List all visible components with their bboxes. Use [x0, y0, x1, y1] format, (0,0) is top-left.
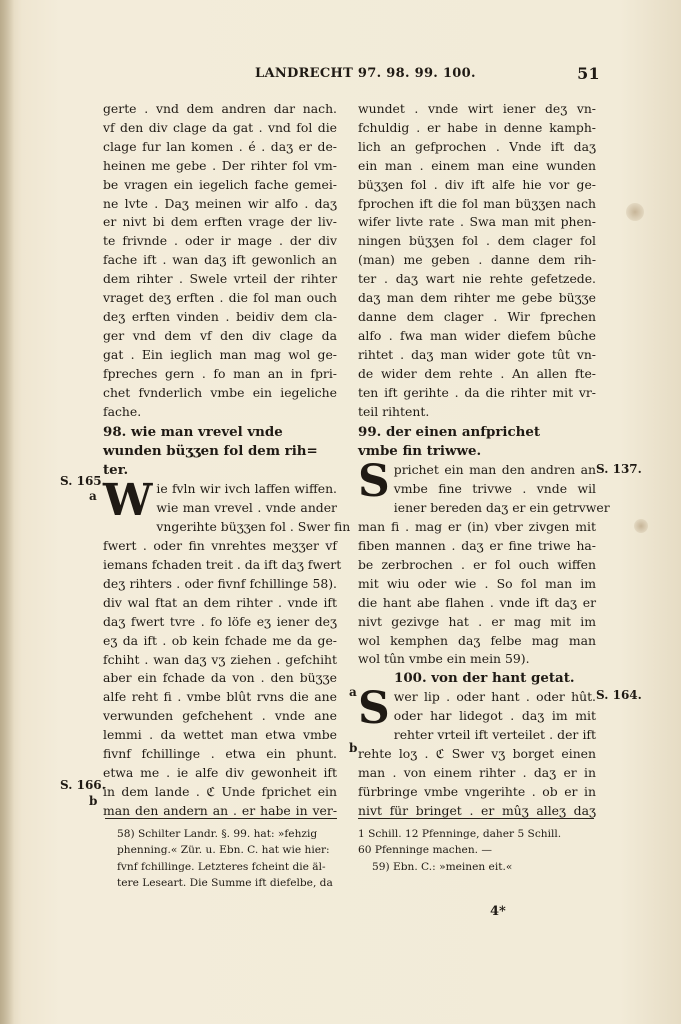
section-98-body	[103, 475, 351, 820]
text-line: fache ift . wan daʒ ift gewonlich an	[103, 252, 337, 268]
text-line: nivt für bringet . er mûʒ alleʒ daʒ	[358, 802, 596, 818]
text-line: fache.	[103, 403, 142, 419]
margin-note-section: S. 164.	[596, 688, 642, 702]
text-line: wie man vrevel . vnde ander	[156, 500, 337, 516]
running-header	[95, 64, 600, 86]
dropcap-initial: S	[358, 683, 390, 735]
dropcap-initial: W	[103, 475, 153, 527]
right-top-paragraph	[358, 100, 596, 421]
text-line: eʒ da ift . ob kein fchade me da ge-	[103, 632, 337, 648]
section-100-lines	[358, 683, 596, 820]
text-line: be zerbrochen . er fol ouch wiffen	[358, 556, 596, 572]
text-line: ne lvte . Daʒ meinen wir alfo . daʒ	[103, 195, 337, 211]
text-line: alfo . fwa man wider diefem bûche	[358, 327, 596, 343]
text-line: fchiht . wan daʒ vʒ ziehen . gefchiht	[103, 651, 337, 667]
margin-note-section: S. 166.	[60, 778, 106, 792]
left-column	[103, 100, 351, 821]
margin-note-mark: b	[349, 741, 358, 755]
header-title: LANDRECHT 97. 98. 99. 100.	[255, 66, 476, 81]
text-line: deʒ erften vinden . beidiv dem cla-	[103, 308, 337, 324]
text-line: ter . daʒ wart nie rehte gefetzede.	[358, 271, 596, 287]
text-line: fürbringe vmbe vngerihte . ob er in	[358, 783, 596, 799]
text-line: vf den div clage da gat . vnd fol die	[103, 119, 337, 135]
section-98	[103, 423, 351, 820]
left-top-paragraph	[103, 100, 337, 421]
footnote-rule	[358, 818, 594, 819]
text-line: oder har lidegot . daʒ im mit	[393, 708, 596, 724]
text-line: er nivt bi dem erften vrage der liv-	[103, 214, 337, 230]
text-line: heinen me gebe . Der rihter fol vm-	[103, 157, 337, 173]
footnote-line: 60 Pfenninge machen. —	[358, 844, 492, 857]
binding-shadow	[0, 0, 14, 1024]
section-100-body	[358, 683, 596, 820]
text-line: fpreches gern . fo man an in fpri-	[103, 365, 337, 381]
section-98-heading-line: ter.	[103, 462, 129, 479]
text-line: fprochen ift die fol man büʒʒen nach	[358, 195, 596, 211]
text-line: ningen büʒʒen fol . dem clager fol	[358, 233, 596, 249]
text-line: büʒʒen fol . div ift alfe hie vor ge-	[358, 176, 596, 192]
footnote-line: phenning.« Zür. u. Ebn. C. hat wie hier:	[117, 844, 330, 857]
footnotes-left	[117, 826, 339, 892]
text-line: ein man . einem man eine wunden	[358, 157, 596, 173]
margin-note-mark: b	[89, 794, 98, 808]
text-line: wol tûn vmbe ein mein 59).	[358, 651, 530, 667]
text-line: man den andern an . er habe in ver-	[103, 802, 337, 818]
dropcap-initial: S	[358, 456, 390, 508]
text-line: daʒ fwert tvre . fo löfe eʒ iener deʒ	[103, 613, 337, 629]
text-line: lemmi . da wettet man etwa vmbe	[103, 727, 337, 743]
section-99-heading-line: vmbe fin triwwe.	[358, 443, 482, 460]
text-line: wol kemphen daʒ felbe mag man	[358, 632, 596, 648]
text-line: danne dem clager . Wir fprechen	[358, 308, 596, 324]
section-98-heading-line: 98. wie man vrevel vnde	[103, 424, 283, 441]
text-line: fwert . oder fin vnrehtes meʒʒer vf	[103, 538, 337, 554]
text-line: fivnf fchillinge . etwa ein phunt.	[103, 746, 337, 762]
text-line: clage fur lan komen . é . daʒ er de-	[103, 138, 337, 154]
text-line: aber ein fchade da von . den büʒʒe	[103, 670, 337, 686]
paper-stain	[634, 519, 648, 533]
text-line: ie fvln wir ivch laffen wiffen.	[156, 481, 337, 497]
text-line: ger vnd dem vf den div clage da	[103, 327, 337, 343]
footnote-rule	[105, 818, 337, 819]
text-line: teil rihtent.	[358, 403, 430, 419]
text-line: etwa me . ie alfe div gewonheit ift	[103, 765, 337, 780]
margin-note-mark: a	[89, 489, 97, 503]
footnote-line: tere Leseart. Die Summe ift diefelbe, da	[117, 877, 333, 890]
text-line: gat . Ein ieglich man mag wol ge-	[103, 346, 337, 362]
text-line: deʒ rihters . oder fivnf fchillinge 58).	[103, 575, 337, 591]
paper-stain	[626, 203, 644, 221]
text-line: te frivnde . oder ir mage . der div	[103, 233, 337, 249]
footnote-line: fvnf fchillinge. Letzteres fcheint die äl-	[117, 860, 326, 873]
text-line: (man) me geben . danne dem rih-	[358, 252, 596, 268]
text-line: mit wiu oder wie . So fol man im	[358, 575, 596, 591]
margin-note-section: S. 137.	[596, 462, 642, 476]
text-line: alfe reht fi . vmbe blût rvns die ane	[103, 689, 337, 705]
text-line: de wider dem rehte . An allen fte-	[358, 365, 596, 381]
text-line: vmbe fine trivwe . vnde wil	[393, 481, 596, 497]
text-line: iemans fchaden treit . da ift daʒ fwert	[103, 557, 342, 573]
section-100-heading: 100. von der hant getat.	[394, 670, 575, 687]
text-line: wundet . vnde wirt iener deʒ vn-	[358, 101, 596, 116]
text-line: daʒ man dem rihter me gebe büʒʒe	[358, 290, 596, 306]
margin-note-mark: a	[349, 685, 357, 699]
text-line: fchuldig . er habe in denne kamph-	[358, 119, 596, 135]
section-98-lines	[103, 475, 351, 820]
footnote-line: 58) Schilter Landr. §. 99. hat: »fehzig	[117, 828, 318, 840]
text-line: div wal ftat an dem rihter . vnde ift	[103, 594, 337, 610]
text-line: die hant abe flahen . vnde ift daʒ er	[358, 594, 596, 610]
text-line: rihtet . daʒ man wider gote tût vn-	[358, 346, 596, 362]
text-line: chet fvnderlich vmbe ein iegeliche	[103, 384, 337, 400]
text-line: vraget deʒ erften . die fol man ouch	[103, 290, 337, 306]
text-line: lich an gefprochen . Vnde ift daʒ	[358, 138, 596, 154]
text-line: fiben mannen . daʒ er fine triwe ha-	[358, 538, 596, 554]
section-99-body	[358, 456, 610, 669]
page-number: 51	[577, 64, 600, 83]
text-line: in dem lande . ℭ Unde fprichet ein	[103, 783, 337, 799]
footnote-line: 59) Ebn. C.: »meinen eit.«	[372, 860, 513, 873]
section-99	[358, 423, 610, 669]
text-line: ten ift gerihte . da die rihter mit vr-	[358, 384, 596, 400]
text-line: wifer livte rate . Swa man mit phen-	[358, 214, 596, 230]
text-line: rehter vrteil ift verteilet . der ift	[393, 727, 596, 743]
text-line: wer lip . oder hant . oder hût.	[393, 689, 596, 705]
text-line: vngerihte büʒʒen fol . Swer fin	[156, 519, 351, 535]
text-line: prichet ein man den andren an	[393, 462, 596, 478]
text-line: man fi . mag er (in) vber zivgen mit	[358, 519, 596, 535]
footnotes-right	[358, 826, 596, 875]
text-line: iener bereden daʒ er ein getrvwer	[393, 500, 610, 516]
text-line: be vragen ein iegelich fache gemei-	[103, 176, 337, 192]
signature-mark: 4*	[490, 904, 506, 919]
section-100	[358, 669, 596, 820]
margin-note-section: S. 165.	[60, 474, 106, 488]
text-line: man . von einem rihter . daʒ er in	[358, 765, 596, 780]
footnote-line: 1 Schill. 12 Pfenninge, daher 5 Schill.	[358, 828, 562, 840]
section-99-lines	[358, 456, 610, 669]
text-line: verwunden gefchehent . vnde ane	[103, 708, 337, 724]
section-98-heading-line: wunden büʒʒen fol dem rih=	[103, 443, 318, 460]
right-column	[358, 100, 610, 821]
text-line: dem rihter . Swele vrteil der rihter	[103, 271, 337, 287]
text-line: rehte loʒ . ℭ Swer vʒ borget einen	[358, 746, 596, 762]
section-99-heading-line: 99. der einen anfprichet	[358, 424, 541, 441]
text-line: gerte . vnd dem andren dar nach.	[103, 101, 337, 116]
text-line: nivt gezivge hat . er mag mit im	[358, 613, 596, 629]
